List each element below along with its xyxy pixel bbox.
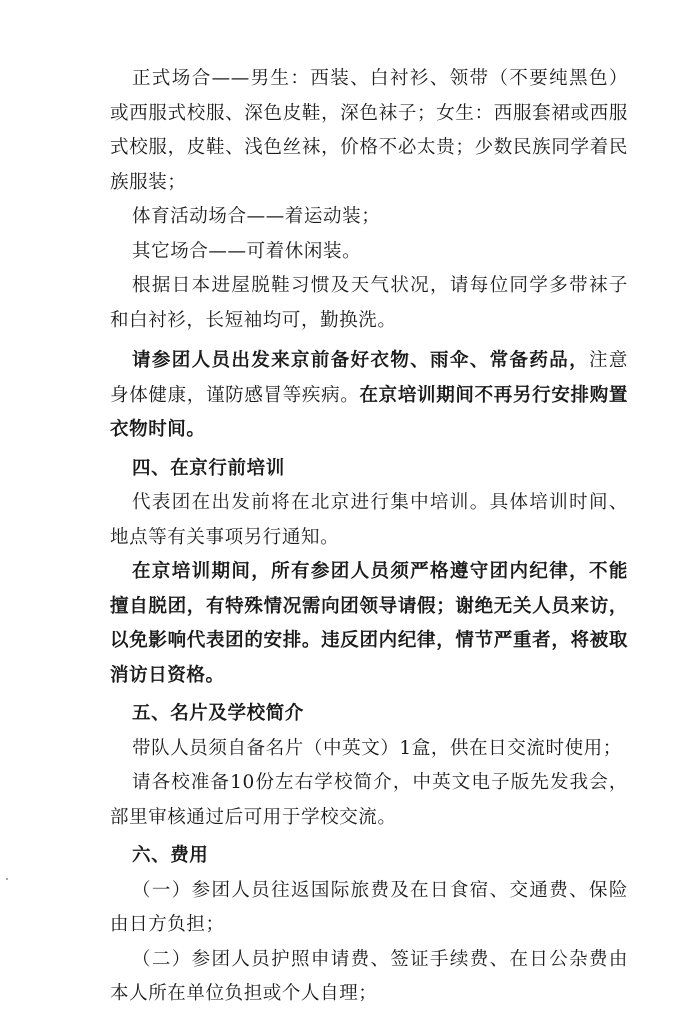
paragraph-socks-shirts: 根据日本进屋脱鞋习惯及天气状况，请每位同学多带袜子和白衬衫，长短袖均可，勤换洗。 (110, 275, 628, 331)
paragraph-school-intro: 请各校准备10份左右学校简介，中英文电子版先发我会，部里审核通过后可用于学校交流。 (110, 772, 628, 828)
preparation-normal: 注意身体健康，谨防感冒等疾病。 (110, 350, 629, 406)
paragraph-fee-2: （二）参团人员护照申请费、签证手续费、在日公杂费由本人所在单位负担或个人自理； (110, 948, 628, 1004)
paragraph-discipline: 在京培训期间，所有参团人员须严格遵守团内纪律，不能擅自脱团，有特殊情况需向团领导请假；谢绝无关人员来访，以免影响代表团的安排。违反团内纪律，情节严重者，将被取消访日资格。 (110, 561, 628, 686)
paragraph-preparation-notice (110, 344, 628, 448)
section-heading-fees: 六、费用 (132, 845, 209, 866)
scan-artifact-dot (6, 878, 8, 880)
preparation-bold-2: 在京培训期间不再另行安排购置衣物时间。 (110, 384, 628, 440)
section-heading-training: 四、在京行前培训 (132, 457, 285, 479)
paragraph-formal-attire: 正式场合——男生：西装、白衬衫、领带（不要纯黑色）或西服式校服、深色皮鞋，深色袜子；女生：西服套裙或西服式校服，皮鞋、浅色丝袜，价格不必太贵；少数民族同学着民族服装； (110, 68, 628, 193)
paragraph-training-info: 代表团在出发前将在北京进行集中培训。具体培训时间、地点等有关事项另行通知。 (110, 492, 628, 548)
paragraph-sports-attire: 体育活动场合——着运动装； (132, 206, 381, 227)
preparation-bold-1: 请参团人员出发来京前备好衣物、雨伞、常备药品， (132, 350, 590, 371)
paragraph-business-cards: 带队人员须自备名片（中英文）1盒，供在日交流时使用； (132, 737, 622, 759)
section-heading-cards: 五、名片及学校简介 (132, 703, 304, 724)
paragraph-fee-1: （一）参团人员往返国际旅费及在日食宿、交通费、保险由日方负担； (110, 879, 628, 935)
paragraph-casual-attire: 其它场合——可着休闲装。 (132, 240, 362, 262)
